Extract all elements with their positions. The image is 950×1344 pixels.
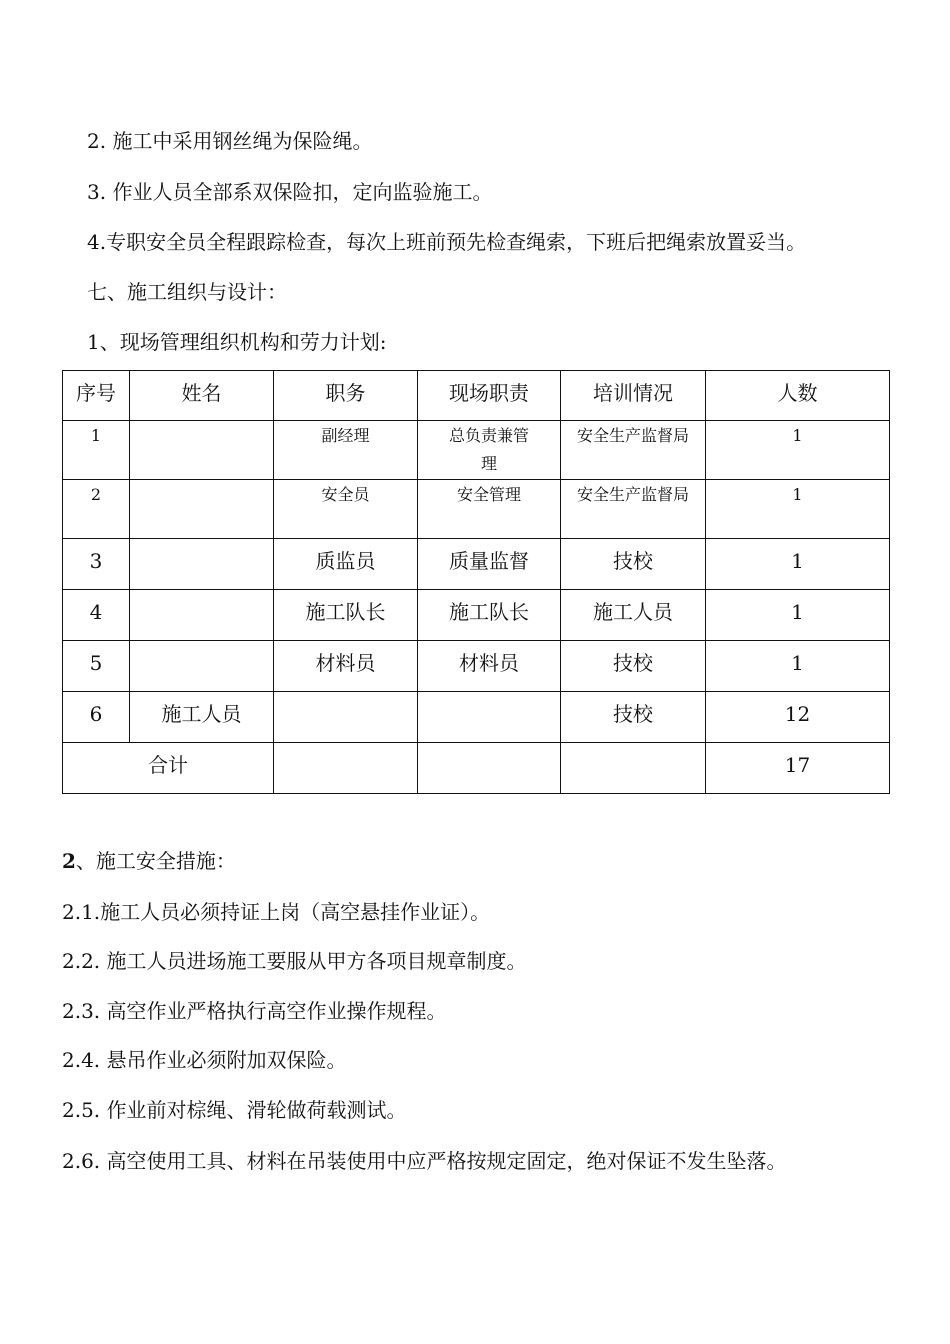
cell-training-text: 安全生产监督局 <box>576 485 689 504</box>
cell-count: 1 <box>706 641 890 692</box>
cell-position: 安全员 <box>274 480 418 539</box>
cell-training-text: 安全生产监督局 <box>576 426 689 445</box>
cell-position: 质监员 <box>274 539 418 590</box>
measure-item-2: 2. 施工中采用钢丝绳为保险绳。 <box>87 129 373 153</box>
measure-item-4: 4.专职安全员全程跟踪检查，每次上班前预先检查绳索，下班后把绳索放置妥当。 <box>87 230 807 254</box>
table-row <box>63 641 890 692</box>
cell-training: 技校 <box>561 539 706 590</box>
cell-duty-text: 总负责兼管理 <box>448 426 529 473</box>
header-no: 序号 <box>63 371 130 421</box>
table-row <box>63 692 890 743</box>
table-row <box>63 480 890 539</box>
cell-name <box>130 590 274 641</box>
cell-name: 施工人员 <box>130 692 274 743</box>
cell-duty: 质量监督 <box>418 539 561 590</box>
cell-count: 1 <box>706 480 890 539</box>
cell-name <box>130 641 274 692</box>
section-title: 七、施工组织与设计： <box>87 280 287 304</box>
safety-item: 2.6. 高空使用工具、材料在吊装使用中应严格按规定固定，绝对保证不发生坠落。 <box>62 1149 787 1173</box>
table-total-row <box>63 743 890 794</box>
safety-item: 2.1.施工人员必须持证上岗（高空悬挂作业证）。 <box>62 900 491 924</box>
cell-position: 材料员 <box>274 641 418 692</box>
cell-name <box>130 421 274 480</box>
header-position: 职务 <box>274 371 418 421</box>
cell-count: 1 <box>706 590 890 641</box>
safety-item: 2.3. 高空作业严格执行高空作业操作规程。 <box>62 999 447 1023</box>
safety-title <box>62 848 236 874</box>
cell-position: 副经理 <box>274 421 418 480</box>
safety-item: 2.4. 悬吊作业必须附加双保险。 <box>62 1048 347 1072</box>
header-training: 培训情况 <box>561 371 706 421</box>
header-duty: 现场职责 <box>418 371 561 421</box>
total-training <box>561 743 706 794</box>
cell-training: 施工人员 <box>561 590 706 641</box>
cell-no: 5 <box>63 641 130 692</box>
cell-position: 施工队长 <box>274 590 418 641</box>
cell-no: 2 <box>63 480 130 539</box>
cell-count: 1 <box>706 539 890 590</box>
total-position <box>274 743 418 794</box>
cell-training: 技校 <box>561 641 706 692</box>
subsection-title: 1、现场管理组织机构和劳力计划: <box>87 330 387 354</box>
table-row <box>63 421 890 480</box>
cell-training: 技校 <box>561 692 706 743</box>
safety-title-number: 2 <box>62 849 76 873</box>
measure-item-3: 3. 作业人员全部系双保险扣，定向监验施工。 <box>87 180 493 204</box>
cell-duty: 材料员 <box>418 641 561 692</box>
cell-duty <box>418 421 561 480</box>
staffing-table <box>62 370 890 794</box>
cell-no: 6 <box>63 692 130 743</box>
table-row <box>63 539 890 590</box>
cell-position <box>274 692 418 743</box>
total-duty <box>418 743 561 794</box>
total-label: 合计 <box>63 743 274 794</box>
cell-name <box>130 539 274 590</box>
cell-count: 1 <box>706 421 890 480</box>
header-name: 姓名 <box>130 371 274 421</box>
safety-item: 2.5. 作业前对棕绳、滑轮做荷载测试。 <box>62 1098 407 1122</box>
table-row <box>63 590 890 641</box>
cell-duty: 安全管理 <box>418 480 561 539</box>
cell-no: 1 <box>63 421 130 480</box>
cell-training <box>561 480 706 539</box>
header-count: 人数 <box>706 371 890 421</box>
table-header-row <box>63 371 890 421</box>
cell-duty: 施工队长 <box>418 590 561 641</box>
total-count: 17 <box>706 743 890 794</box>
safety-title-text: 、施工安全措施： <box>75 849 236 873</box>
cell-training <box>561 421 706 480</box>
safety-item: 2.2. 施工人员进场施工要服从甲方各项目规章制度。 <box>62 949 527 973</box>
cell-count: 12 <box>706 692 890 743</box>
cell-no: 4 <box>63 590 130 641</box>
cell-duty <box>418 692 561 743</box>
cell-name <box>130 480 274 539</box>
cell-no: 3 <box>63 539 130 590</box>
